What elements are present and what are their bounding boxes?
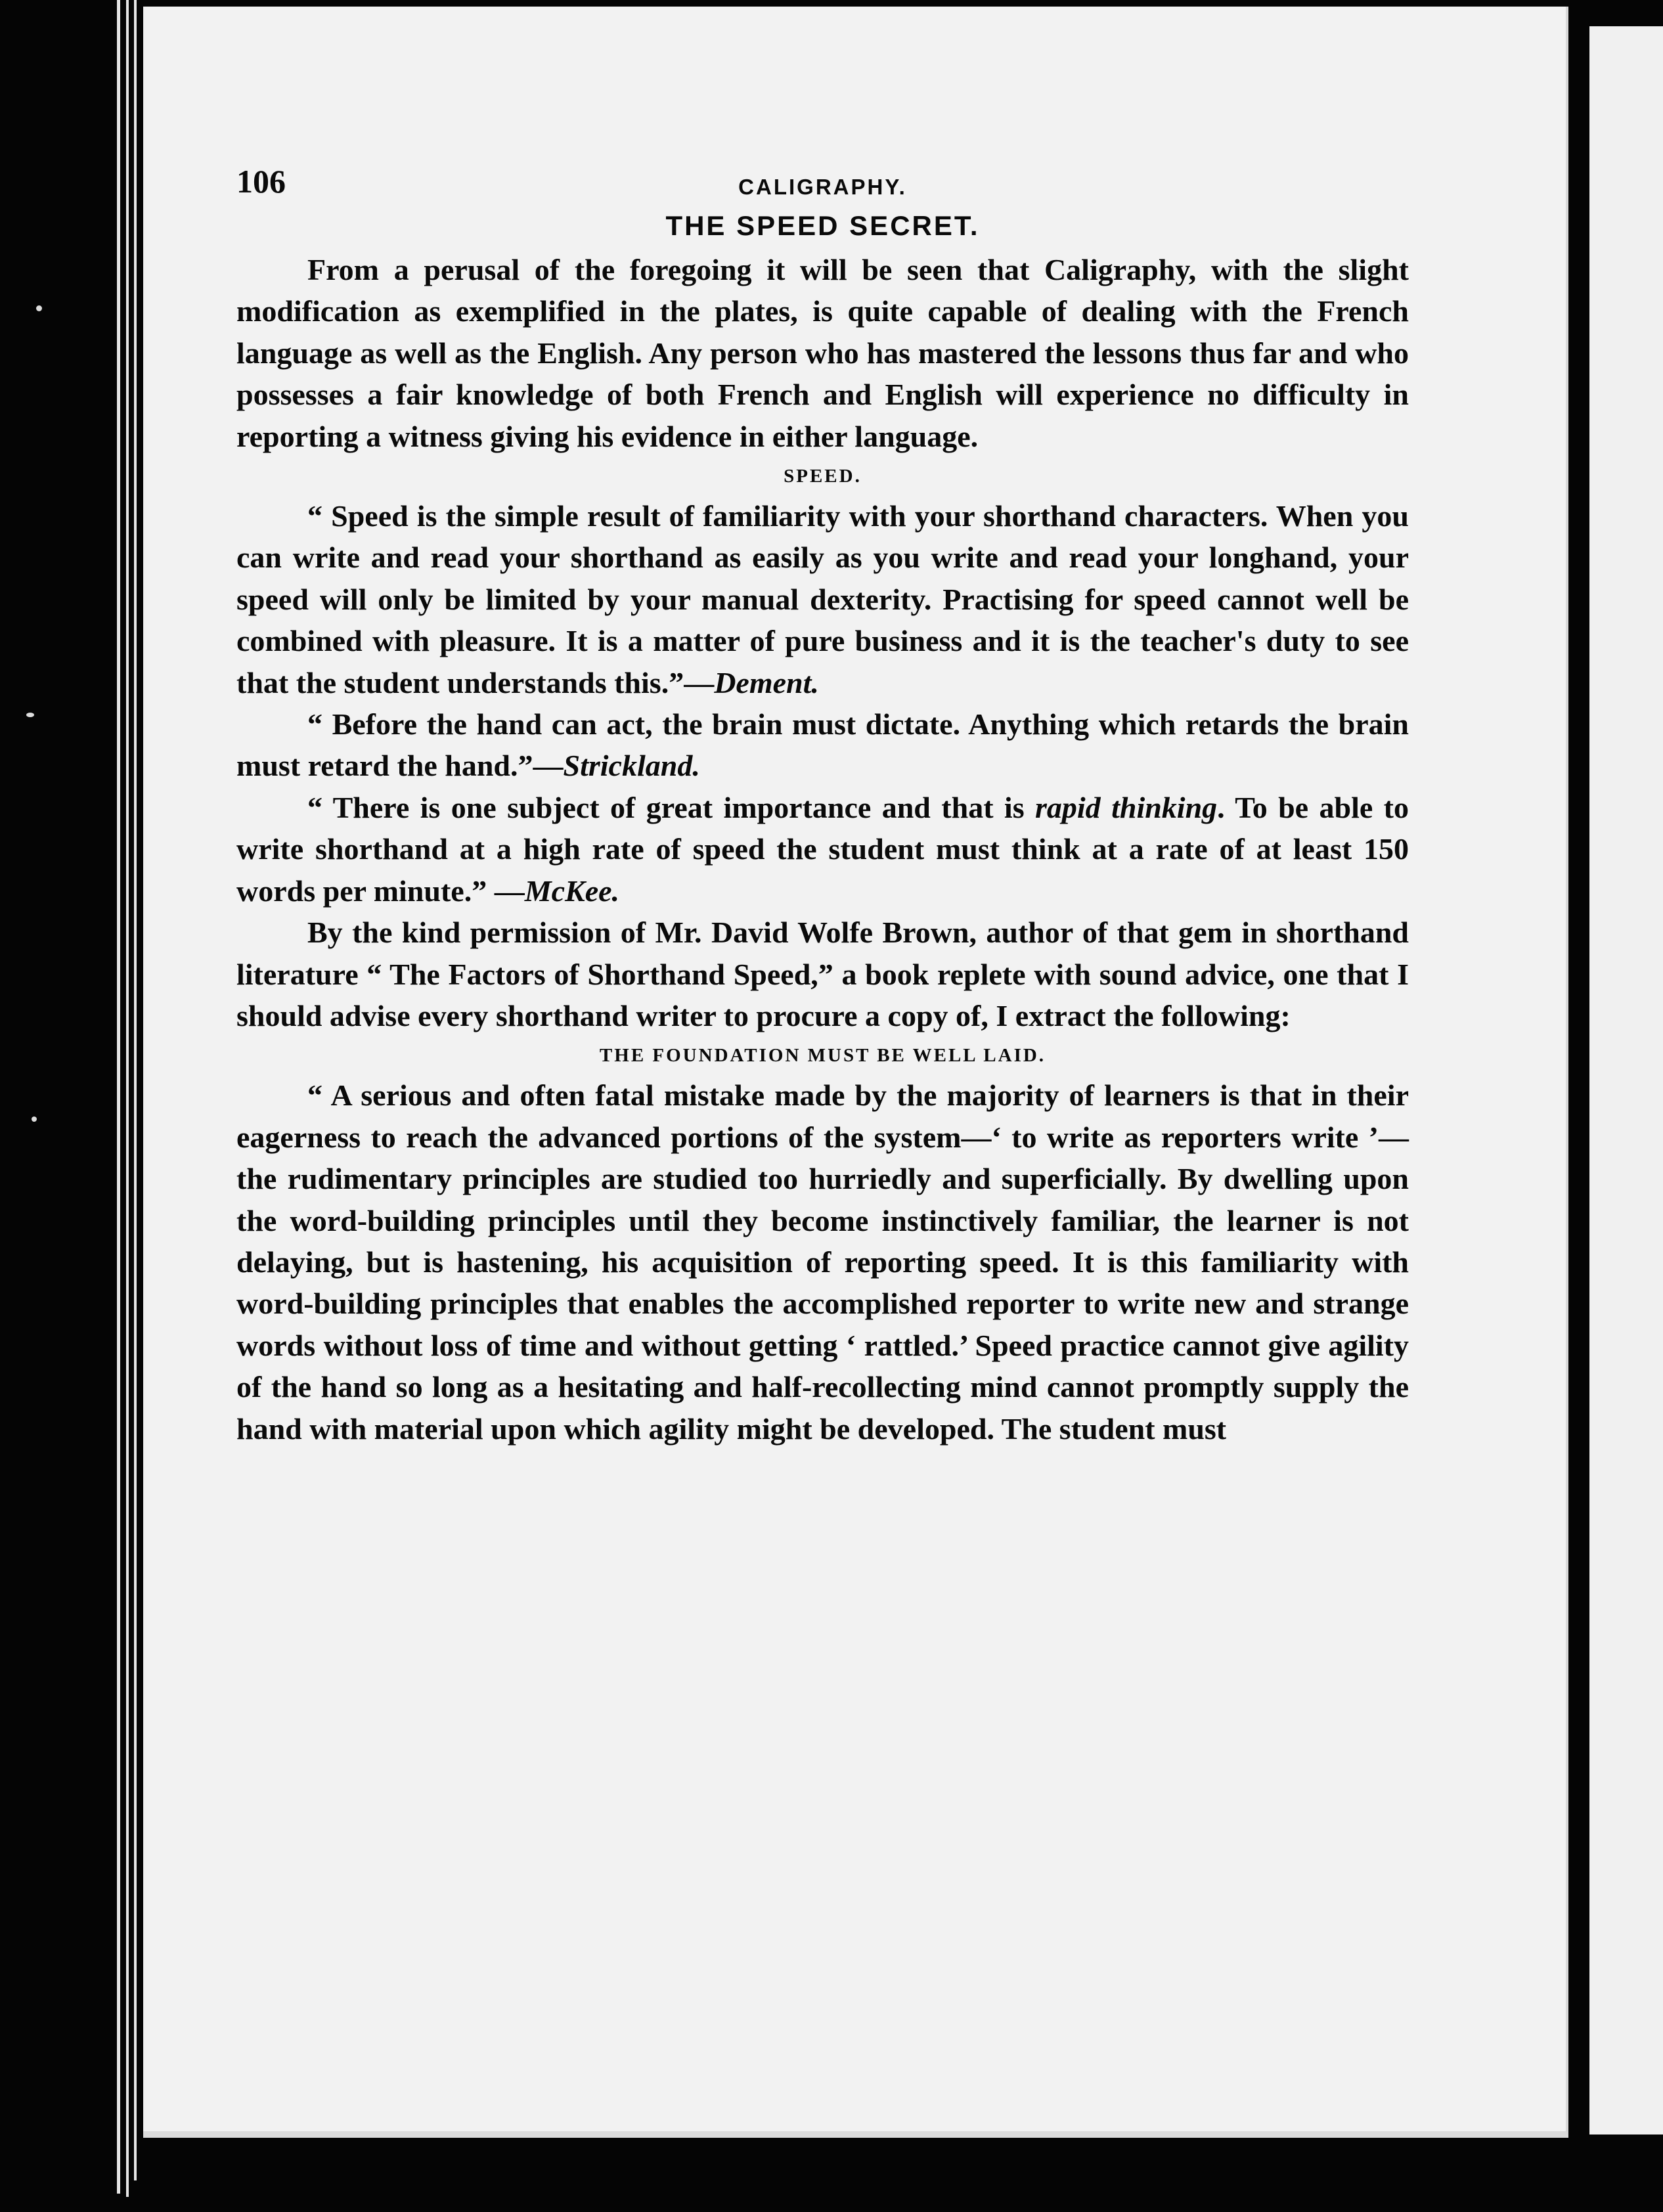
foundation-subheading: THE FOUNDATION MUST BE WELL LAID. (599, 1045, 1046, 1067)
quote-text: “ Before the hand can act, the brain must dictate. Anything which retards the brain must retard the hand.”— (236, 707, 1409, 783)
running-head (236, 161, 1409, 203)
speed-subheading: SPEED. (784, 466, 862, 487)
quote-text: . To be able to write shorthand at a high rate of speed the student must think at a rate of at least 150 words per minute.” — (236, 790, 1409, 908)
scan-speck (36, 305, 42, 311)
section-title: THE SPEED SECRET. (665, 210, 980, 241)
intro-paragraph: From a perusal of the foregoing it will be seen that Caligraphy, with the slight modification as exemplified in the plates, is quite capable of dealing with the French language as well as the English. Any person who has mastered the lessons thus far and who possesses a fair knowledge of both French and English will experience no difficulty in reporting a witness giving his evidence in either language. (236, 253, 1409, 453)
page-content (236, 161, 1409, 1449)
quote-dement (236, 495, 1409, 703)
facing-page-edge (1589, 26, 1663, 2135)
quote-author: Strickland. (563, 749, 700, 783)
page-edge (117, 0, 120, 2194)
running-title: CALIGRAPHY. (738, 175, 907, 199)
foundation-paragraph: “ A serious and often fatal mistake made by the majority of learners is that in their eagerness to reach the advanced portions of the system—‘ to write as reporters write ’—the rudimentary principles are studied too hurriedly and superficially. By dwelling upon the word-building principles until they become instinctively familiar, the learner is not delaying, but is hastening, his acquisition of reporting speed. It is this familiarity with word-building principles that enables the accomplished reporter to write new and strange words without loss of time and without getting ‘ rattled.’ Speed practice cannot give agility of the hand so long as a hesitating and half-recollecting mind cannot promptly supply the hand with material upon which agility might be developed. The student must (236, 1078, 1409, 1446)
scan-speck (26, 713, 34, 717)
quote-author: McKee. (524, 874, 620, 908)
page-edge (134, 0, 137, 2180)
quote-text: “ There is one subject of great importance and that is (307, 790, 1035, 824)
scan-speck (32, 1117, 37, 1122)
permission-paragraph: By the kind permission of Mr. David Wolfe Brown, author of that gem in shorthand literature “ The Factors of Shorthand Speed,” a book replete with sound advice, one that I should advise every shorthand writer to procure a copy of, I extract the following: (236, 916, 1409, 1032)
page-edge (126, 0, 129, 2197)
quote-author: Dement. (714, 665, 819, 699)
quote-text: “ Speed is the simple result of familiarity with your shorthand characters. When you can write and read your shorthand as easily as you write and read your longhand, your speed will only be limited by your manual dexterity. Practising for speed cannot well be combined with pleasure. It is a matter of pure business and it is the teacher's duty to see that the student understands this.”— (236, 499, 1409, 699)
quote-mckee (236, 787, 1409, 912)
page-number: 106 (236, 163, 286, 200)
quote-emphasis: rapid thinking (1035, 790, 1218, 824)
quote-strickland (236, 703, 1409, 787)
